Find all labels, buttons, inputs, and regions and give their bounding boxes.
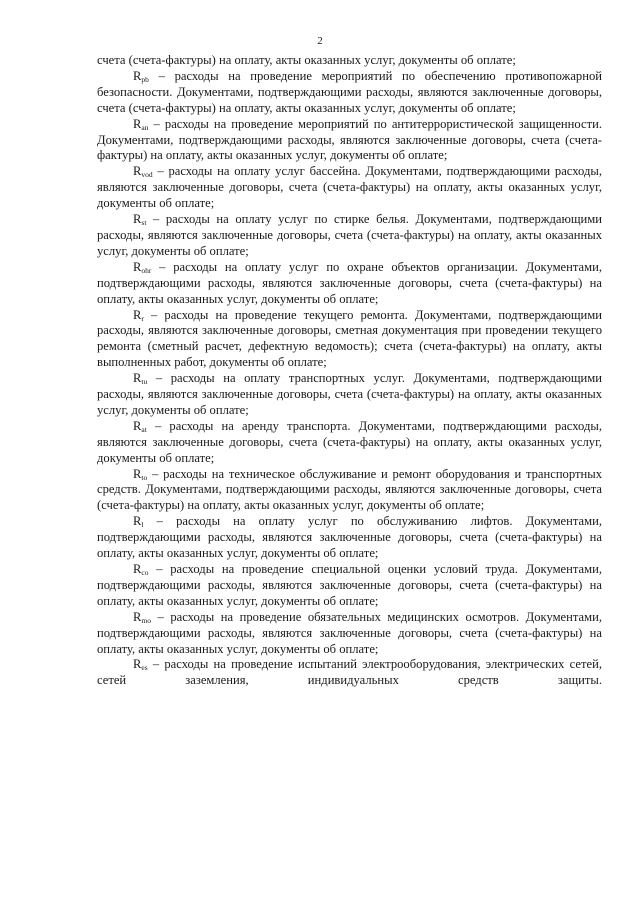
paragraph-p4 [97, 212, 602, 260]
symbol: R [133, 609, 142, 624]
paragraph-p2 [97, 117, 602, 165]
symbol-subscript: an [141, 122, 149, 132]
paragraph-p13 [97, 657, 602, 689]
paragraph-text: – расходы на техническое обслуживание и ремонт оборудования и транспортных средств. Документами, подтверждающими расходы, являются заключенные договоры, счета (счета-фактуры) на оплату, акты оказанных услуг, документы об оплате; [97, 466, 602, 513]
symbol: R [133, 466, 142, 481]
paragraph-text: – расходы на проведение мероприятий по обеспечению противопожарной безопасности. Документами, подтверждающими расходы, являются заключенные договоры, счета (счета-фактуры) на оплату, акты оказанных услуг, документы об оплате; [97, 68, 602, 115]
symbol: R [133, 371, 142, 386]
paragraph-text: счета (счета-фактуры) на оплату, акты оказанных услуг, документы об оплате; [97, 53, 516, 67]
paragraph-text: – расходы на проведение специальной оценки условий труда. Документами, подтверждающими расходы, являются заключенные договоры, счета (счета-фактуры) на оплату, акты оказанных услуг, документы об оплате; [97, 562, 602, 608]
symbol: R [133, 562, 142, 576]
symbol: R [133, 259, 142, 274]
paragraph-text: – расходы на оплату услуг по стирке белья. Документами, подтверждающими расходы, являются заключенные договоры, счета (счета-фактуры) на оплату, акты оказанных услуг, документы об оплате; [97, 212, 602, 258]
paragraph-p3 [97, 164, 602, 212]
document-body [97, 53, 602, 689]
symbol-subscript: r [141, 313, 144, 323]
symbol-subscript: ohr [141, 265, 152, 275]
paragraph-text: – расходы на оплату услуг по охране объектов организации. Документами, подтверждающими расходы, являются заключенные договоры, счета (счета-фактуры) на оплату, акты оказанных услуг, документы об оплате; [97, 259, 602, 306]
symbol-subscript: tu [141, 377, 148, 387]
symbol: R [133, 418, 142, 433]
symbol-subscript: vod [141, 170, 153, 180]
symbol: R [133, 657, 142, 672]
symbol: R [133, 514, 142, 529]
symbol-subscript: at [141, 424, 147, 434]
symbol-subscript: mo [141, 615, 151, 625]
paragraph-p8 [97, 419, 602, 467]
paragraph-text: – расходы на проведение текущего ремонта. Документами, подтверждающими расходы, являются заключенные договоры, сметная документация при проведении текущего ремонта (сметный расчет, дефектную ведомость); счета (счета-фактуры) на оплату, акты выполненных работ, документы об оплате; [97, 307, 602, 370]
symbol: R [133, 164, 142, 179]
page-number: 2 [317, 35, 323, 47]
paragraph-text: – расходы на оплату транспортных услуг. Документами, подтверждающими расходы, являются заключенные договоры, счета (счета-фактуры) на оплату, акты оказанных услуг, документы об оплате; [97, 371, 602, 417]
paragraph-text: – расходы на проведение мероприятий по антитеррористической защищенности. Документами, подтверждающими расходы, являются заключенные договоры, счета (счета-фактуры) на оплату, акты оказанных услуг, документы об оплате; [97, 116, 602, 163]
paragraph-text: – расходы на оплату услуг по обслуживанию лифтов. Документами, подтверждающими расходы, являются заключенные договоры, счета (счета-фактуры) на оплату, акты оказанных услуг, документы об оплате; [97, 514, 602, 561]
symbol-subscript: es [141, 663, 148, 673]
paragraph-p6 [97, 308, 602, 372]
symbol: R [133, 307, 142, 322]
paragraph-text: – расходы на проведение обязательных медицинских осмотров. Документами, подтверждающими расходы, являются заключенные договоры, счета (счета-фактуры) на оплату, акты оказанных услуг, документы об оплате; [97, 609, 602, 656]
paragraph-p12 [97, 610, 602, 658]
paragraph-p7 [97, 371, 602, 419]
paragraph-p11 [97, 562, 602, 610]
symbol-subscript: l [141, 520, 144, 530]
paragraph-p10 [97, 514, 602, 562]
paragraph-p1 [97, 69, 602, 117]
symbol-subscript: to [141, 472, 148, 482]
symbol-subscript: st [141, 218, 147, 228]
paragraph-text: – расходы на аренду транспорта. Документами, подтверждающими расходы, являются заключенные договоры, счета (счета-фактуры) на оплату, акты оказанных услуг, документы об оплате; [97, 418, 602, 465]
symbol-subscript: co [141, 568, 149, 577]
paragraph-text: – расходы на оплату услуг бассейна. Документами, подтверждающими расходы, являются заключенные договоры, счета (счета-фактуры) на оплату, акты оказанных услуг, документы об оплате; [97, 164, 602, 211]
paragraph-p9 [97, 467, 602, 515]
symbol: R [133, 116, 142, 131]
symbol: R [133, 68, 142, 83]
paragraph-text: – расходы на проведение испытаний электрооборудования, электрических сетей, сетей заземления, индивидуальных средств защиты. [97, 657, 602, 688]
paragraph-p5 [97, 260, 602, 308]
symbol: R [133, 212, 142, 227]
symbol-subscript: pb [141, 74, 149, 84]
paragraph-p0 [97, 53, 602, 69]
